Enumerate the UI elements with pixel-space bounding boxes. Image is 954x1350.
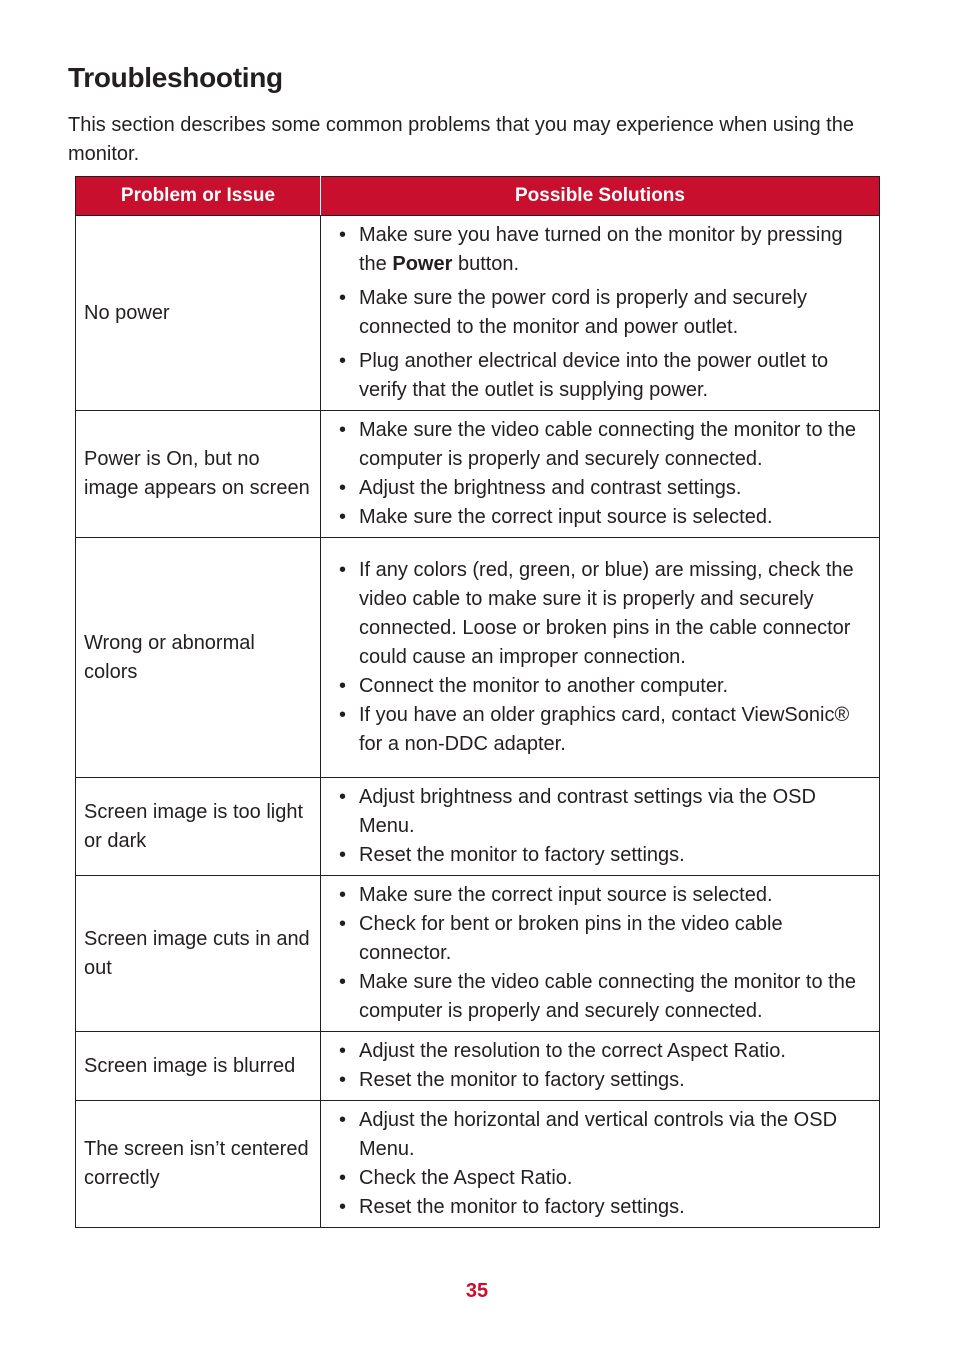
solution-item: • Adjust the brightness and contrast settings.	[337, 474, 871, 503]
header-solutions: Possible Solutions	[321, 177, 880, 216]
solution-item: • If you have an older graphics card, contact ViewSonic® for a non-DDC adapter.	[337, 701, 871, 759]
solutions-cell	[321, 411, 880, 538]
table-row	[76, 778, 880, 876]
table-row	[76, 1101, 880, 1228]
page-number: 35	[465, 1280, 489, 1302]
solution-item: • Reset the monitor to factory settings.	[337, 841, 871, 870]
solutions-list	[337, 1037, 871, 1095]
intro-paragraph: This section describes some common problems that you may experience when using the monitor.	[68, 114, 854, 165]
solutions-cell	[321, 778, 880, 876]
problem-cell: The screen isn’t centered correctly	[76, 1101, 321, 1228]
solutions-list	[337, 416, 871, 532]
solutions-cell	[321, 1032, 880, 1101]
table-row	[76, 538, 880, 778]
page-title: Troubleshooting	[68, 62, 283, 93]
solution-item: • Plug another electrical device into the power outlet to verify that the outlet is supplying power.	[337, 347, 871, 405]
table-row	[76, 411, 880, 538]
solutions-list	[337, 221, 871, 405]
table-row	[76, 1032, 880, 1101]
solution-item: • If any colors (red, green, or blue) are missing, check the video cable to make sure it is properly and securely connected. Loose or broken pins in the cable connector could cause an improper connection.	[337, 556, 871, 672]
solution-item: • Reset the monitor to factory settings.	[337, 1193, 871, 1222]
solutions-cell	[321, 1101, 880, 1228]
solutions-list	[337, 881, 871, 1026]
solutions-cell	[321, 216, 880, 411]
solution-item: • Adjust the resolution to the correct Aspect Ratio.	[337, 1037, 871, 1066]
solutions-list	[337, 783, 871, 870]
solution-item: • Connect the monitor to another computer.	[337, 672, 871, 701]
solution-item: • Adjust the horizontal and vertical controls via the OSD Menu.	[337, 1106, 871, 1164]
table-header-row	[76, 177, 880, 216]
problem-cell: Wrong or abnormal colors	[76, 538, 321, 778]
table-row	[76, 216, 880, 411]
power-button-label: Power	[392, 253, 453, 275]
solution-item: • Make sure the correct input source is selected.	[337, 503, 871, 532]
solution-item: • Make sure the video cable connecting the monitor to the computer is properly and securely connected.	[337, 416, 871, 474]
header-problem: Problem or Issue	[76, 177, 321, 216]
problem-cell: No power	[76, 216, 321, 411]
table-row	[76, 876, 880, 1032]
solution-item: • Make sure the video cable connecting the monitor to the computer is properly and securely connected.	[337, 968, 871, 1026]
problem-cell: Screen image cuts in and out	[76, 876, 321, 1032]
solution-item: • Adjust brightness and contrast settings via the OSD Menu.	[337, 783, 871, 841]
solutions-cell	[321, 538, 880, 778]
solution-item: • Check for bent or broken pins in the video cable connector.	[337, 910, 871, 968]
problem-cell: Screen image is blurred	[76, 1032, 321, 1101]
solution-item: • Check the Aspect Ratio.	[337, 1164, 871, 1193]
solutions-list	[337, 1106, 871, 1222]
solutions-cell	[321, 876, 880, 1032]
solution-item: • Make sure the correct input source is selected.	[337, 881, 871, 910]
problem-cell: Power is On, but no image appears on screen	[76, 411, 321, 538]
solution-item: • Make sure the power cord is properly and securely connected to the monitor and power outlet.	[337, 284, 871, 342]
problem-cell: Screen image is too light or dark	[76, 778, 321, 876]
troubleshooting-table	[75, 176, 880, 1228]
solution-item: • Make sure you have turned on the monitor by pressing the Power button.	[337, 221, 871, 279]
solutions-list	[337, 556, 871, 759]
solution-item: • Reset the monitor to factory settings.	[337, 1066, 871, 1095]
